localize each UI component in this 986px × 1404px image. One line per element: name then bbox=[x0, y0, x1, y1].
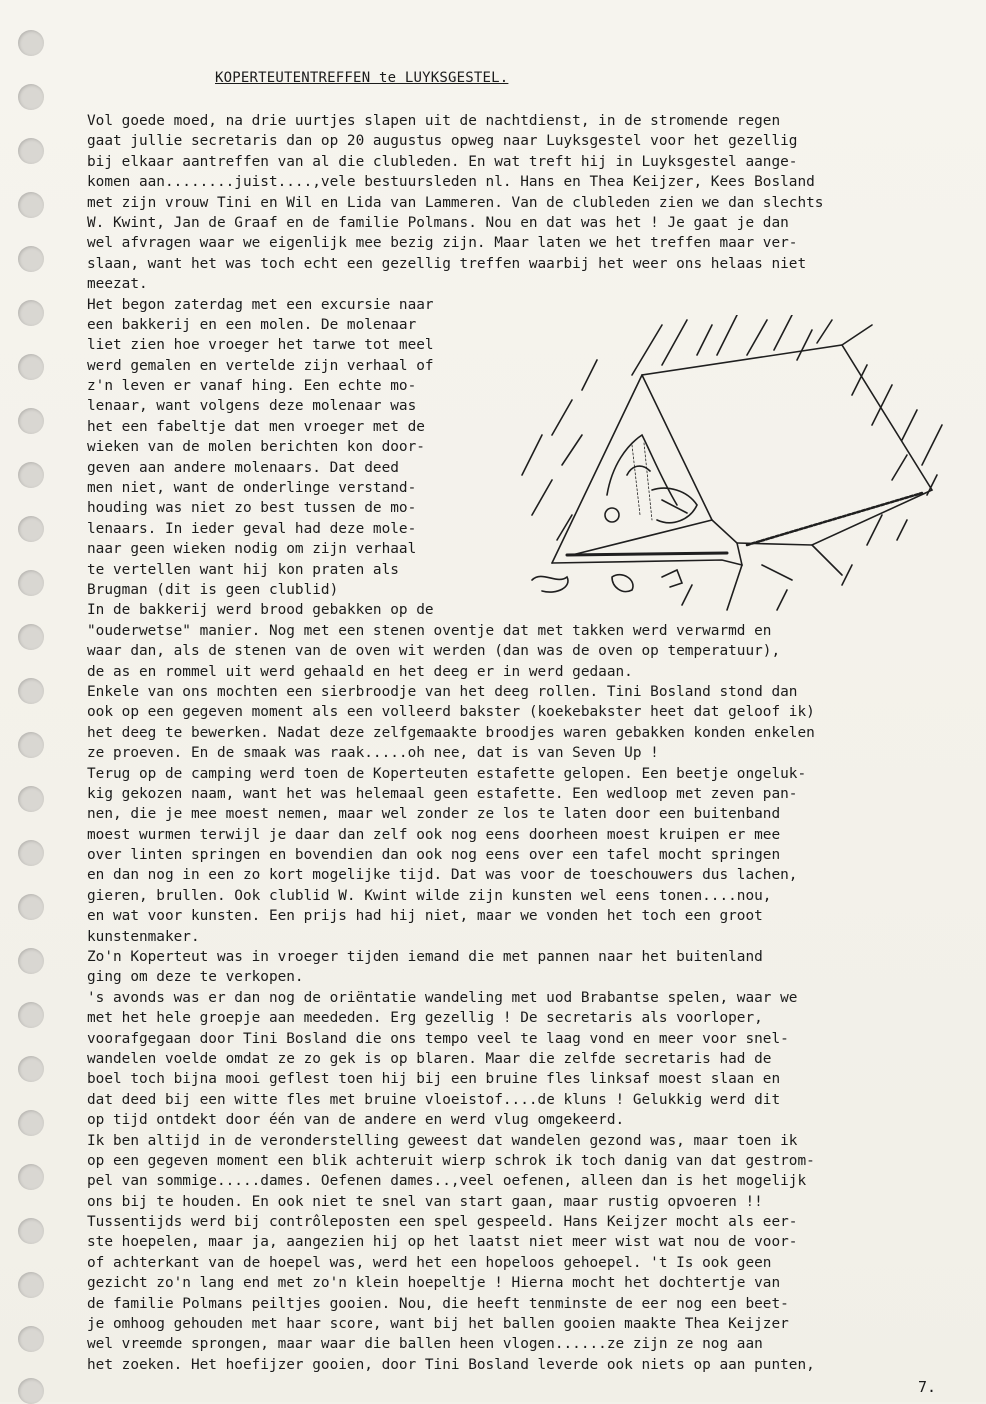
binder-hole bbox=[18, 1218, 44, 1244]
text-line: Enkele van ons mochten een sierbroodje van het deeg rollen. Tini Bosland stond dan bbox=[87, 683, 798, 700]
text-line: met zijn vrouw Tini en Wil en Lida van Lammeren. Van de clubleden zien we dan slechts bbox=[87, 194, 824, 211]
text-line: op een gegeven moment een blik achteruit wierp schrok ik toch danig van dat gestrom- bbox=[87, 1152, 815, 1169]
text-line: Brugman (dit is geen clublid) bbox=[87, 581, 339, 598]
binder-hole bbox=[18, 1326, 44, 1352]
binder-hole bbox=[18, 624, 44, 650]
text-line: naar geen wieken nodig om zijn verhaal bbox=[87, 541, 417, 558]
text-line: houding was niet zo best tussen de mo- bbox=[87, 500, 417, 517]
text-line: ook op een gegeven moment als een volleerd bakster (koekebakster heet dat geloof ik) bbox=[87, 704, 815, 721]
text-line: meezat. bbox=[87, 276, 148, 293]
text-line: Zo'n Koperteut was in vroeger tijden iemand die met pannen naar het buitenland bbox=[87, 949, 763, 966]
text-line: de as en rommel uit werd gehaald en het deeg er in werd gedaan. bbox=[87, 663, 633, 680]
text-line: W. Kwint, Jan de Graaf en de familie Polmans. Nou en dat was het ! Je gaat je dan bbox=[87, 214, 789, 231]
text-line: Het begon zaterdag met een excursie naar bbox=[87, 296, 434, 313]
binder-hole bbox=[18, 516, 44, 542]
text-line: liet zien hoe vroeger het tarwe tot meel bbox=[87, 337, 434, 354]
article-title: KOPERTEUTENTREFFEN te LUYKSGESTEL. bbox=[215, 70, 509, 86]
text-line: Ik ben altijd in de veronderstelling geweest dat wandelen gezond was, maar toen ik bbox=[87, 1132, 798, 1149]
binder-hole bbox=[18, 84, 44, 110]
text-line: komen aan........juist....,vele bestuursleden nl. Hans en Thea Keijzer, Kees Bosland bbox=[87, 174, 815, 191]
text-line: gaat jullie secretaris dan op 20 augustus opweg naar Luyksgestel voor het gezellig bbox=[87, 133, 798, 150]
text-line: ons bij te houden. En ook niet te snel van start gaan, maar rustig opvoeren !! bbox=[87, 1193, 763, 1210]
text-line: Tussentijds werd bij contrôleposten een spel gespeeld. Hans Keijzer mocht als eer- bbox=[87, 1214, 798, 1231]
text-line: met het hele groepje aan meededen. Erg gezellig ! De secretaris als voorloper, bbox=[87, 1010, 763, 1027]
text-line: het deeg te bewerken. Nadat deze zelfgemaakte broodjes waren gebakken konden enkelen bbox=[87, 724, 815, 741]
text-line: ze proeven. En de smaak was raak.....oh nee, dat is van Seven Up ! bbox=[87, 745, 659, 762]
text-line: voorafgegaan door Tini Bosland die ons tempo veel te laag vond en meer voor snel- bbox=[87, 1030, 789, 1047]
page-number: 7. bbox=[918, 1378, 937, 1396]
text-line: de familie Polmans peiltjes gooien. Nou, die heeft tenminste de eer nog een beet- bbox=[87, 1295, 789, 1312]
text-line: "ouderwetse" manier. Nog met een stenen oventje dat met takken werd verwarmd en bbox=[87, 622, 772, 639]
text-line: lenaar, want volgens deze molenaar was bbox=[87, 398, 417, 415]
text-line: pel van sommige.....dames. Oefenen dames..,veel oefenen, alleen dan is het mogelijk bbox=[87, 1173, 807, 1190]
binder-hole bbox=[18, 1110, 44, 1136]
binder-hole bbox=[18, 1378, 44, 1404]
binder-hole bbox=[18, 192, 44, 218]
binder-hole bbox=[18, 1056, 44, 1082]
binder-hole bbox=[18, 570, 44, 596]
binder-holes bbox=[18, 30, 46, 1400]
text-line: en wat voor kunsten. Een prijs had hij niet, maar we vonden het toch een groot bbox=[87, 908, 763, 925]
text-line: of achterkant van de hoepel was, werd het een hopeloos gehoepel. 't Is ook geen bbox=[87, 1254, 772, 1271]
text-line: wieken van de molen berichten kon door- bbox=[87, 439, 425, 456]
text-line: gieren, brullen. Ook clublid W. Kwint wilde zijn kunsten wel eens tonen....nou, bbox=[87, 887, 772, 904]
text-line: Vol goede moed, na drie uurtjes slapen uit de nachtdienst, in de stromende regen bbox=[87, 113, 781, 129]
text-line: gezicht zo'n lang end met zo'n klein hoepeltje ! Hierna mocht het dochtertje van bbox=[87, 1275, 781, 1292]
text-line: het een fabeltje dat men vroeger met de bbox=[87, 418, 425, 435]
binder-hole bbox=[18, 30, 44, 56]
text-line: bij elkaar aantreffen van al die clubleden. En wat treft hij in Luyksgestel aange- bbox=[87, 153, 798, 170]
binder-hole bbox=[18, 300, 44, 326]
text-line: wel afvragen waar we eigenlijk mee bezig zijn. Maar laten we het treffen maar ver- bbox=[87, 235, 798, 252]
tent-in-rain-illustration bbox=[512, 315, 952, 615]
text-line: wel vreemde sprongen, maar waar die ballen heen vlogen......ze zijn ze nog aan bbox=[87, 1336, 763, 1353]
text-line: 's avonds was er dan nog de oriëntatie wandeling met uod Brabantse spelen, waar we bbox=[87, 989, 798, 1006]
text-line: lenaars. In ieder geval had deze mole- bbox=[87, 520, 417, 537]
text-line: ste hoepelen, maar ja, aangezien hij op het laatst niet meer wist wat nou de voor- bbox=[87, 1234, 798, 1251]
binder-hole bbox=[18, 408, 44, 434]
binder-hole bbox=[18, 894, 44, 920]
text-line: een bakkerij en een molen. De molenaar bbox=[87, 316, 417, 333]
text-line: ging om deze te verkopen. bbox=[87, 969, 304, 986]
text-line: z'n leven er vanaf hing. Een echte mo- bbox=[87, 378, 417, 395]
binder-hole bbox=[18, 1272, 44, 1298]
text-line: moest wurmen terwijl je daar dan zelf ook nog eens doorheen moest kruipen er mee bbox=[87, 826, 781, 843]
article-body bbox=[87, 111, 947, 1375]
text-line: te vertellen want hij kon praten als bbox=[87, 561, 399, 578]
text-line: slaan, want het was toch echt een gezellig treffen waarbij het weer ons helaas niet bbox=[87, 255, 807, 272]
text-line: dat deed bij een witte fles met bruine vloeistof....de kluns ! Gelukkig werd dit bbox=[87, 1091, 781, 1108]
text-line: over linten springen en bovendien dan ook nog eens over een tafel mocht springen bbox=[87, 847, 781, 864]
text-line: het zoeken. Het hoefijzer gooien, door Tini Bosland leverde ook niets op aan punten, bbox=[87, 1356, 815, 1373]
binder-hole bbox=[18, 354, 44, 380]
text-line: In de bakkerij werd brood gebakken op de bbox=[87, 602, 434, 619]
text-line: en dan nog in een zo kort mogelijke tijd. Dat was voor de toeschouwers dus lachen, bbox=[87, 867, 798, 884]
text-line: je omhoog gehouden met haar score, want bij het ballen gooien maakte Thea Keijzer bbox=[87, 1316, 789, 1333]
binder-hole bbox=[18, 678, 44, 704]
binder-hole bbox=[18, 840, 44, 866]
binder-hole bbox=[18, 246, 44, 272]
text-line: men niet, want de onderlinge verstand- bbox=[87, 480, 417, 497]
text-line: nen, die je mee moest nemen, maar wel zonder ze los te laten door een buitenband bbox=[87, 806, 781, 823]
binder-hole bbox=[18, 786, 44, 812]
text-line: kig gekozen naam, want het was helemaal geen estafette. Een wedloop met zeven pan- bbox=[87, 785, 798, 802]
binder-hole bbox=[18, 732, 44, 758]
binder-hole bbox=[18, 1002, 44, 1028]
text-line: kunstenmaker. bbox=[87, 928, 200, 945]
text-line: op tijd ontdekt door één van de andere en werd vlug omgekeerd. bbox=[87, 1112, 625, 1129]
text-line: waar dan, als de stenen van de oven wit werden (dan was de oven op temperatuur), bbox=[87, 643, 781, 660]
text-line: werd gemalen en vertelde zijn verhaal of bbox=[87, 357, 434, 374]
text-line: geven aan andere molenaars. Dat deed bbox=[87, 459, 399, 476]
text-line: boel toch bijna mooi geflest toen hij bij een bruine fles linksaf moest slaan en bbox=[87, 1071, 781, 1088]
binder-hole bbox=[18, 948, 44, 974]
binder-hole bbox=[18, 1164, 44, 1190]
text-line: Terug op de camping werd toen de Koperteuten estafette gelopen. Een beetje ongeluk- bbox=[87, 765, 807, 782]
binder-hole bbox=[18, 138, 44, 164]
binder-hole bbox=[18, 462, 44, 488]
text-line: wandelen voelde omdat ze zo gek is op blaren. Maar die zelfde secretaris had de bbox=[87, 1050, 772, 1067]
